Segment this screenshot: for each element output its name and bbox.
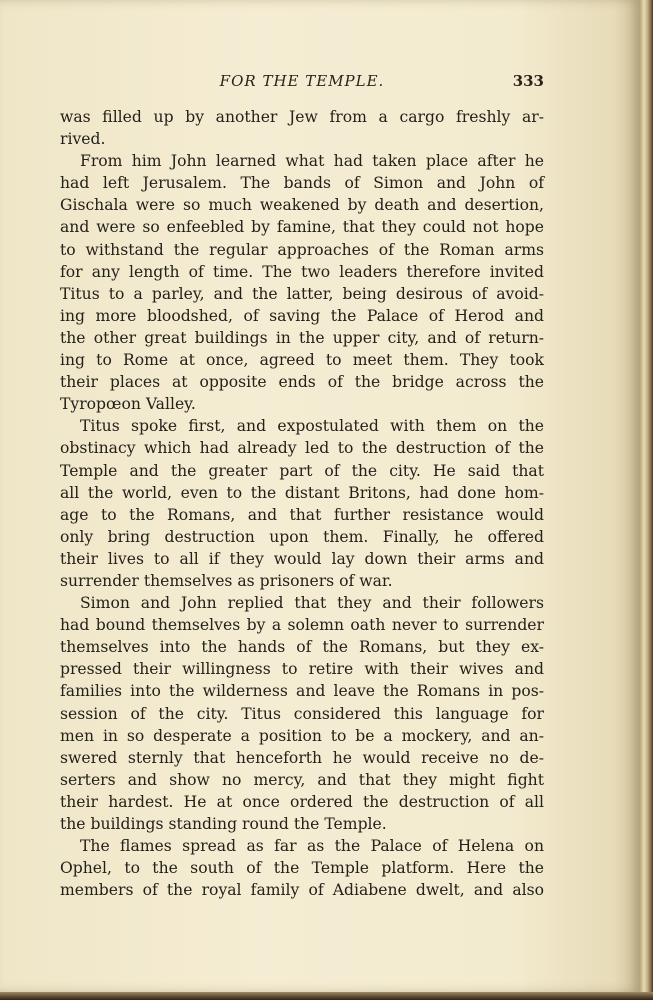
body-text [60, 106, 544, 901]
running-head-title: FOR THE TEMPLE. [219, 72, 385, 90]
text-line: rived. [60, 130, 106, 149]
text-line: Temple and the greater part of the city. He said that [60, 461, 544, 480]
text-line: pressed their willingness to retire with their wives and [60, 660, 544, 679]
page-edge-bottom [0, 992, 653, 1000]
text-line: ing more bloodshed, of saving the Palace of Herod and [60, 306, 544, 325]
text-line: Ophel, to the south of the Temple platform. Here the [60, 859, 544, 878]
text-line: Gischala were so much weakened by death and desertion, [60, 196, 544, 215]
text-line: members of the royal family of Adiabene dwelt, and also [60, 881, 544, 900]
text-line: themselves into the hands of the Romans, but they ex- [60, 638, 544, 657]
text-line: all the world, even to the distant Britons, had done hom- [60, 483, 544, 502]
text-line: to withstand the regular approaches of the Roman arms [60, 240, 544, 259]
text-line: serters and show no mercy, and that they might fight [60, 770, 544, 789]
text-line: was filled up by another Jew from a cargo freshly ar- [60, 108, 544, 126]
page-edge-right [640, 0, 653, 1000]
text-line: families into the wilderness and leave the Romans in pos- [60, 682, 544, 701]
text-line: session of the city. Titus considered this language for [60, 704, 544, 723]
paragraph-first-line: Simon and John replied that they and their followers [80, 594, 544, 613]
page-number: 333 [512, 72, 544, 90]
text-line: had left Jerusalem. The bands of Simon and John of [60, 174, 544, 193]
text-line: the other great buildings in the upper city, and of return- [60, 328, 544, 347]
paragraph-first-line: The flames spread as far as the Palace of Helena on [80, 837, 544, 856]
paragraph-first-line: From him John learned what had taken place after he [80, 152, 544, 171]
text-line: Titus to a parley, and the latter, being desirous of avoid- [60, 284, 544, 303]
text-line: the buildings standing round the Temple. [60, 815, 387, 833]
paragraph-first-line: Titus spoke first, and expostulated with them on the [80, 417, 544, 436]
text-line: age to the Romans, and that further resistance would [60, 505, 544, 524]
text-line: their lives to all if they would lay down their arms and [60, 549, 544, 568]
text-line: men in so desperate a position to be a mockery, and an- [60, 726, 544, 745]
text-line: their places at opposite ends of the bridge across the [60, 373, 544, 392]
text-line: obstinacy which had already led to the destruction of the [60, 439, 544, 458]
text-line: swered sternly that henceforth he would receive no de- [60, 748, 544, 767]
text-line: their hardest. He at once ordered the destruction of all [60, 792, 544, 811]
text-line: ing to Rome at once, agreed to meet them. They took [60, 351, 544, 370]
text-line: for any length of time. The two leaders therefore invited [60, 262, 544, 281]
text-line: surrender themselves as prisoners of war. [60, 571, 393, 590]
text-line: had bound themselves by a solemn oath never to surrender [60, 616, 544, 635]
text-line: only bring destruction upon them. Finally, he offered [60, 527, 544, 546]
running-head [60, 72, 544, 96]
text-line: and were so enfeebled by famine, that they could not hope [60, 218, 544, 237]
text-line: Tyropœon Valley. [60, 395, 196, 414]
